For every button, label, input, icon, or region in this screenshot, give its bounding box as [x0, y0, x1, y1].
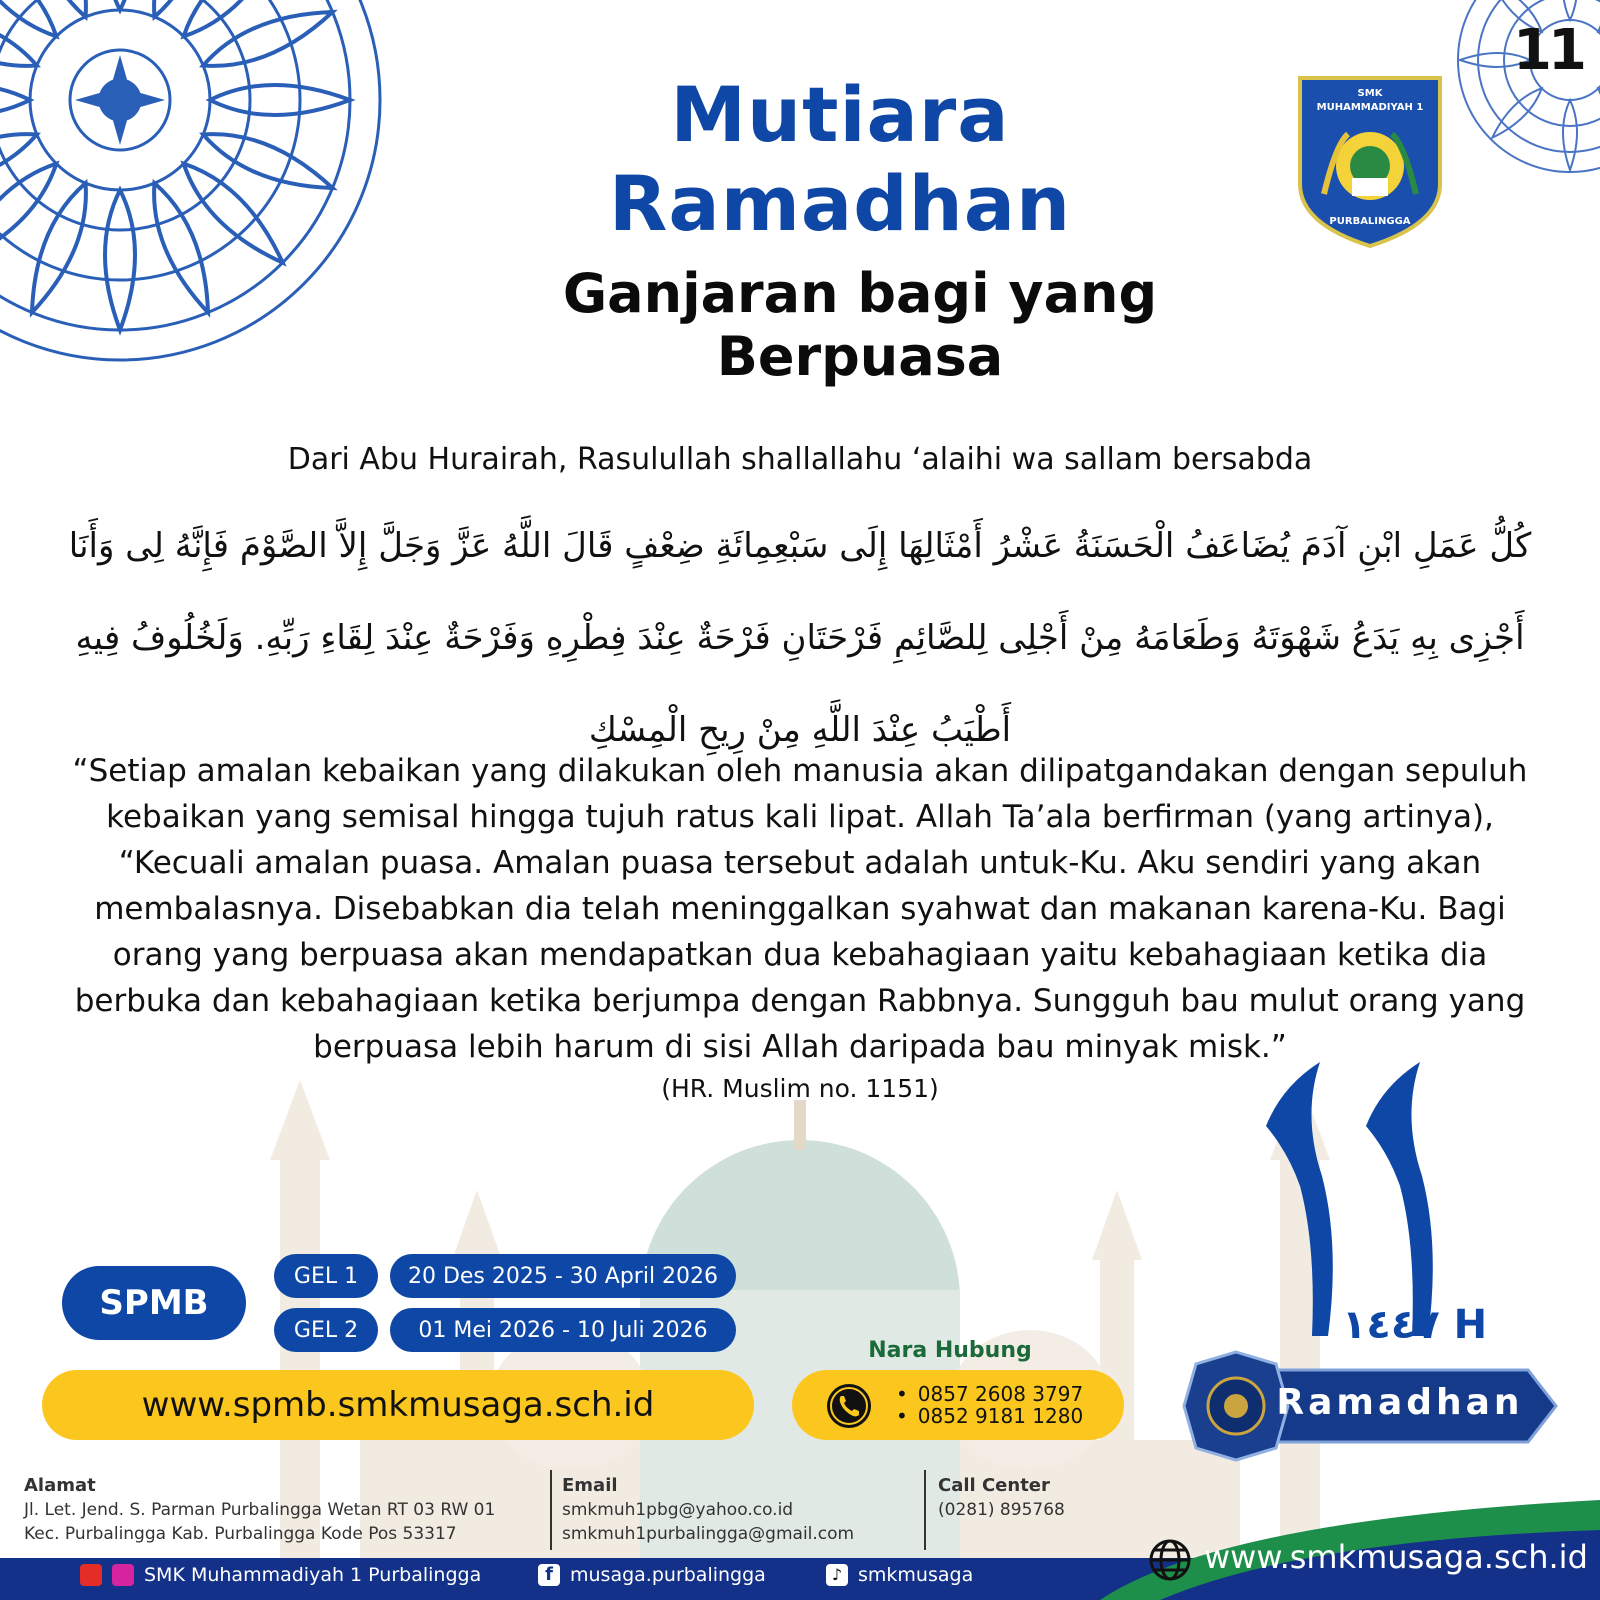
footer-divider — [550, 1470, 552, 1550]
phone-icon — [826, 1383, 872, 1429]
hadith-intro: Dari Abu Hurairah, Rasulullah shallallahu ‘alaihi wa sallam bersabda — [287, 442, 1313, 477]
address-line-1: Jl. Let. Jend. S. Parman Purbalingga Wetan RT 03 RW 01 — [24, 1500, 496, 1520]
hadith-arabic-text: كُلُّ عَمَلِ ابْنِ آدَمَ يُضَاعَفُ الْحَسَنَةُ عَشْرُ أَمْثَالِهَا إِلَى سَبْعِمِائَةِ ضِعْفٍ قَالَ اللَّهُ عَزَّ وَجَلَّ إِلاَّ الصَّوْمَ فَإِنَّهُ لِى وَأَنَا أَجْزِى بِهِ يَدَعُ شَهْوَتَهُ وَطَعَامَهُ مِنْ أَجْلِى لِلصَّائِمِ فَرْحَتَانِ فَرْحَةٌ عِنْدَ فِطْرِهِ وَفَرْحَةٌ عِنْدَ لِقَاءِ رَبِّهِ. وَلَخُلُوفُ فِيهِ أَطْيَبُ عِنْدَ اللَّهِ مِنْ رِيحِ الْمِسْكِ — [68, 526, 1532, 750]
facebook-icon: f — [538, 1564, 560, 1586]
tiktok-icon: ♪ — [826, 1564, 848, 1586]
poster-title: Mutiara Ramadhan — [608, 70, 1072, 248]
address-line-2: Kec. Purbalingga Kab. Purbalingga Kode Pos 53317 — [24, 1524, 457, 1544]
social-youtube-instagram-label: SMK Muhammadiyah 1 Purbalingga — [144, 1564, 482, 1586]
contact-phone-list — [896, 1383, 1120, 1427]
address-heading: Alamat — [24, 1475, 96, 1496]
social-facebook[interactable] — [538, 1564, 766, 1586]
social-facebook-label: musaga.purbalingga — [570, 1564, 766, 1586]
globe-icon — [1148, 1538, 1192, 1582]
gel-2-dates: 01 Mei 2026 - 10 Juli 2026 — [390, 1308, 736, 1352]
youtube-icon — [80, 1564, 102, 1586]
hadith-source: (HR. Muslim no. 1151) — [661, 1074, 939, 1103]
spmb-badge: SPMB — [62, 1266, 246, 1340]
social-tiktok-label: smkmusaga — [858, 1564, 974, 1586]
gel-1-dates: 20 Des 2025 - 30 April 2026 — [390, 1254, 736, 1298]
instagram-icon — [112, 1564, 134, 1586]
contact-label: Nara Hubung — [868, 1338, 1032, 1363]
call-center-number[interactable]: (0281) 895768 — [938, 1500, 1065, 1520]
gel-2-label: GEL 2 — [274, 1308, 378, 1352]
logo-city-text: PURBALINGGA — [1329, 216, 1411, 227]
logo-school-text: MUHAMMADIYAH 1 — [1316, 102, 1424, 113]
big-number-eleven-graphic — [1262, 1056, 1452, 1338]
school-website-link[interactable]: www.smkmusaga.sch.id — [1204, 1538, 1588, 1576]
email-1[interactable]: smkmuh1pbg@yahoo.co.id — [562, 1500, 794, 1520]
footer-divider — [924, 1470, 926, 1550]
hadith-translation: “Setiap amalan kebaikan yang dilakukan oleh manusia akan dilipatgandakan dengan sepuluh kebaikan yang semisal hingga tujuh ratus kali lipat. Allah Ta’ala berfirman (yang artinya), “Kecuali amalan puasa. Amalan puasa tersebut adalah untuk-Ku. Aku sendiri yang akan membalasnya. Disebabkan dia telah meninggalkan syahwat dan makanan karena-Ku. Bagi orang yang berpuasa akan mendapatkan dua kebahagiaan yaitu kebahagiaan ketika dia berbuka dan kebahagiaan ketika berjumpa dengan Rabbnya. Sungguh bau mulut orang yang berpuasa lebih harum di sisi Allah daripada bau minyak misk.” — [72, 753, 1528, 1065]
hijri-year: ١٤٤٧ H — [1342, 1302, 1488, 1348]
call-center-heading: Call Center — [938, 1475, 1050, 1496]
footer-email — [562, 1474, 902, 1546]
day-number: 11 — [1513, 18, 1583, 83]
ramadhan-label: Ramadhan — [1276, 1382, 1524, 1423]
contact-phone-1[interactable]: • 0857 2608 3797 — [896, 1383, 1120, 1405]
spmb-website-link[interactable]: www.spmb.smkmusaga.sch.id — [42, 1370, 754, 1440]
contact-phone-2[interactable]: • 0852 9181 1280 — [896, 1405, 1120, 1427]
gel-1-label: GEL 1 — [274, 1254, 378, 1298]
footer-address — [24, 1474, 544, 1546]
logo-top-text: SMK — [1357, 88, 1383, 99]
school-logo — [1296, 74, 1444, 250]
mandala-decoration-left — [0, 0, 390, 370]
social-tiktok[interactable] — [826, 1564, 973, 1586]
social-youtube-instagram[interactable] — [80, 1564, 481, 1586]
poster-subtitle: Ganjaran bagi yang Berpuasa — [562, 262, 1158, 388]
email-heading: Email — [562, 1475, 618, 1496]
email-2[interactable]: smkmuh1purbalingga@gmail.com — [562, 1524, 855, 1544]
